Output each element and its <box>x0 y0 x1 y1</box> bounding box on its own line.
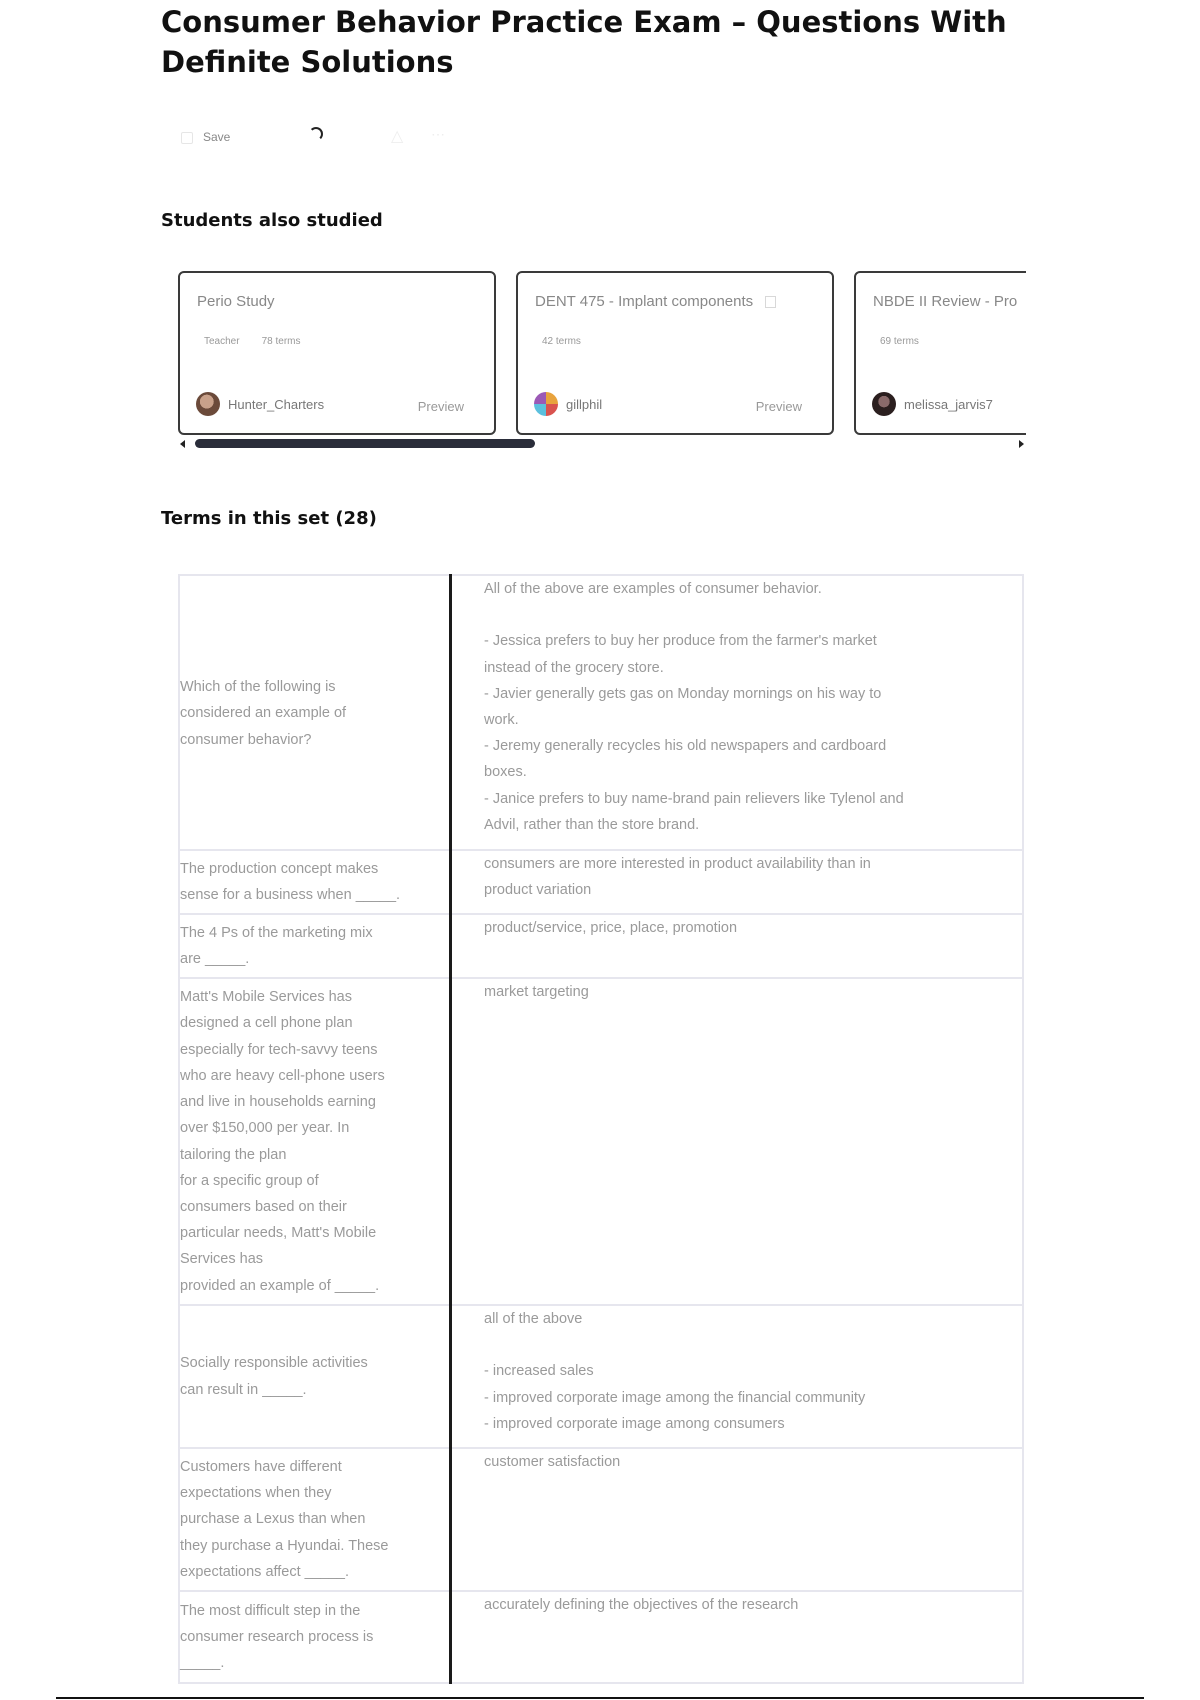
card-title <box>197 293 275 310</box>
avatar <box>872 392 896 416</box>
card-term-count: 69 terms <box>880 336 919 347</box>
study-set-card[interactable] <box>516 271 834 435</box>
document-icon <box>765 296 776 308</box>
scroll-right-arrow-icon[interactable] <box>1019 440 1024 448</box>
definition-cell: consumers are more interested in product availability than in product variation <box>451 850 1024 914</box>
card-role-label: Teacher <box>204 336 240 347</box>
study-set-card[interactable] <box>854 271 1026 435</box>
definition-cell: All of the above are examples of consumer behavior. - Jessica prefers to buy her produce from the farmer's market instead of the grocery store. - Javier generally gets gas on Monday mornings on his way to work. - Jeremy generally recycles his old newspapers and cardboard boxes. - Janice prefers to buy name-brand pain relievers like Tylenol and Advil, rather than the store brand. <box>451 575 1024 850</box>
card-username[interactable]: Hunter_Charters <box>228 396 325 412</box>
table-row <box>179 575 1023 850</box>
avatar <box>196 392 220 416</box>
card-preview-button[interactable]: Preview <box>417 399 464 414</box>
scrollbar-thumb[interactable] <box>195 439 535 448</box>
terms-heading: Terms in this set (28) <box>161 508 377 529</box>
card-username[interactable]: gillphil <box>566 396 603 412</box>
card-title-text: DENT 475 - Implant components <box>535 293 754 310</box>
carousel-scrollbar[interactable] <box>178 439 1026 451</box>
loading-spinner-icon <box>309 127 323 141</box>
term-text: Matt's Mobile Services has designed a cell phone plan especially for tech-savvy teens who are heavy cell-phone users and live in households earning over $150,000 per year. In tailoring the plan for a specific group of consumers based on their particular needs, Matt's Mobile Services has provided an example of _____. <box>180 989 385 1294</box>
term-text: The production concept makes sense for a business when _____. <box>180 860 401 903</box>
term-cell <box>179 575 451 850</box>
avatar <box>534 392 558 416</box>
term-text: Customers have different expectations when they purchase a Lexus than when they purchase a Hyundai. These expectations affect _____. <box>180 1458 389 1580</box>
definition-cell: customer satisfaction <box>451 1448 1024 1591</box>
term-text: The most difficult step in the consumer research process is _____. <box>180 1602 374 1672</box>
definition-cell: accurately defining the objectives of the research <box>451 1591 1024 1683</box>
card-title <box>535 293 776 310</box>
card-meta <box>542 336 581 347</box>
card-title-text: NBDE II Review - Pro <box>873 293 1018 310</box>
card-title <box>873 293 1017 310</box>
term-text: The 4 Ps of the marketing mix are _____. <box>180 924 373 967</box>
table-row <box>179 1305 1023 1448</box>
card-author <box>872 391 993 417</box>
more-options-icon[interactable]: ⋯ <box>431 126 446 142</box>
definition-cell: all of the above - increased sales - improved corporate image among the financial community - improved corporate image among consumers <box>451 1305 1024 1448</box>
term-text: Which of the following is considered an example of consumer behavior? <box>180 679 347 748</box>
card-meta <box>204 336 300 347</box>
card-author <box>196 391 324 417</box>
table-row <box>179 978 1023 1305</box>
share-icon[interactable]: △ <box>391 128 404 145</box>
table-row <box>179 914 1023 978</box>
card-author <box>534 391 602 417</box>
term-cell <box>179 850 451 914</box>
scroll-left-arrow-icon[interactable] <box>180 440 185 448</box>
page-title: Consumer Behavior Practice Exam – Questions With Definite Solutions <box>161 5 1007 79</box>
card-preview-button[interactable]: Preview <box>755 399 802 414</box>
term-text: Socially responsible activities can result in _____. <box>180 1355 368 1398</box>
card-term-count: 42 terms <box>542 336 581 347</box>
definition-cell: product/service, price, place, promotion <box>451 914 1024 978</box>
action-toolbar <box>181 128 481 150</box>
card-meta <box>880 336 919 347</box>
terms-table <box>178 574 1024 1684</box>
term-cell <box>179 914 451 978</box>
related-sets-carousel <box>178 271 1026 453</box>
card-title-text: Perio Study <box>197 293 275 310</box>
term-cell <box>179 1448 451 1591</box>
save-checkbox[interactable] <box>181 132 193 144</box>
definition-cell: market targeting <box>451 978 1024 1305</box>
term-cell <box>179 1591 451 1683</box>
card-term-count: 78 terms <box>261 336 301 347</box>
carousel-track <box>178 271 1026 441</box>
table-row <box>179 1448 1023 1591</box>
card-username[interactable]: melissa_jarvis7 <box>904 396 993 412</box>
save-button[interactable]: Save <box>203 130 231 144</box>
page-bottom-rule <box>56 1697 1144 1699</box>
table-row <box>179 1591 1023 1683</box>
study-set-card[interactable] <box>178 271 496 435</box>
term-cell <box>179 978 451 1305</box>
students-also-studied-heading: Students also studied <box>161 210 383 231</box>
table-row <box>179 850 1023 914</box>
term-cell <box>179 1305 451 1448</box>
